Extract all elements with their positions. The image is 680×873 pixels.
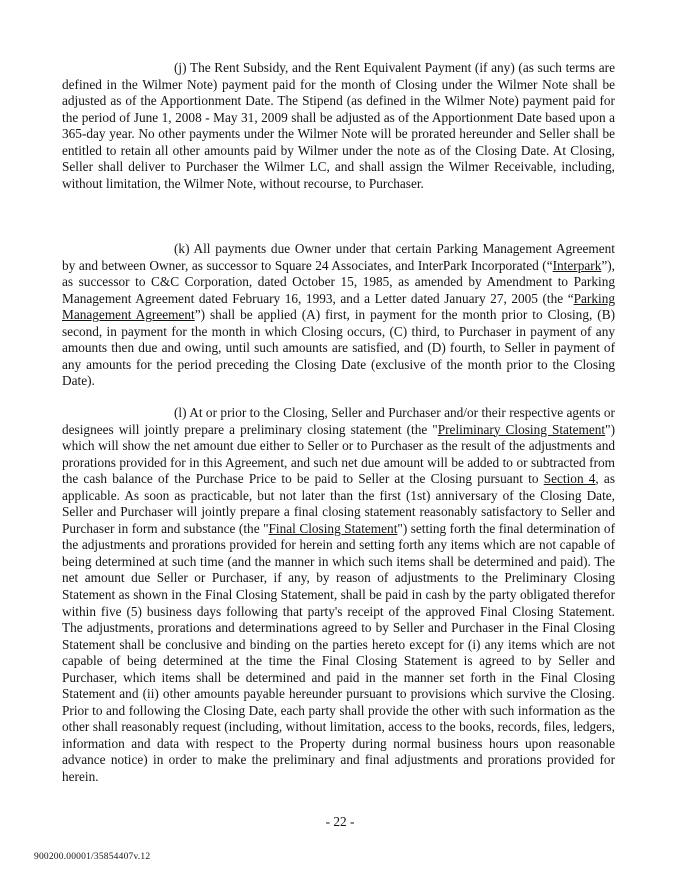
paragraph-text: (k) All payments due Owner under that certain Parking Management Agreement by and between Owner, as successor to Square 24 Associates, and InterPark Incorporated (“ — [62, 241, 615, 273]
paragraph-text: ”) shall be applied (A) first, in payment for the month prior to Closing, (B) second, in payment for the month in which Closing occurs, (C) third, to Purchaser in payment of any amounts then due and owing, until such amounts are satisfied, and (D) fourth, to Seller in payment of any amounts for the period preceding the Closing Date (exclusive of the month prior to the Closing Date). — [62, 307, 615, 389]
defined-term: Section 4 — [543, 471, 596, 487]
paragraph-text: (l) At or prior to the Closing, Seller and Purchaser and/or their respective agents or designees will jointly prepare a preliminary closing statement (the " — [62, 405, 615, 437]
paragraph-l — [62, 405, 615, 786]
paragraph-text: ") setting forth the final determination of the adjustments and prorations provided for herein and setting forth any items which are not capable of being determined at such time (and the manner in which such items shall be determined and paid). The net amount due Seller or Purchaser, if any, by reason of adjustments to the Preliminary Closing Statement as shown in the Final Closing Statement, shall be paid in cash by the party obligated therefor within five (5) business days following that party's receipt of the approved Final Closing Statement. The adjustments, prorations and determinations agreed to by Seller and Purchaser in the Final Closing Statement shall be conclusive and binding on the parties hereto except for (i) any items which are not capable of being determined at the time the Final Closing Statement is agreed to by Seller and Purchaser, which items shall be determined and paid in the manner set forth in the Final Closing Statement and (ii) other amounts payable hereunder pursuant to provisions which survive the Closing. Prior to and following the Closing Date, each party shall provide the other with such information as the other shall reasonably request (including, without limitation, access to the books, records, files, ledgers, information and data with respect to the Property during normal business hours upon reasonable advance notice) in order to make the preliminary and final adjustments and prorations provided for herein. — [62, 520, 615, 785]
paragraph-k — [62, 241, 615, 390]
paragraph-j — [62, 60, 615, 192]
defined-term: Final Closing Statement — [268, 520, 398, 536]
paragraph-text: , as applicable. As soon as practicable, but not later than the first (1st) anniversary of the Closing Date, Seller and Purchaser will jointly prepare a final closing statement reasonably satisfactory to Seller and Purchaser in form and substance (the " — [62, 471, 616, 536]
paragraph-text: ") which will show the net amount due either to Seller or to Purchaser as the result of the adjustments and prorations provided for in this Agreement, and such net due amount will be added to or subtracted from the cash balance of the Purchase Price to be paid to Seller at the Closing pursuant to — [62, 421, 615, 487]
paragraph-text: ”), as successor to C&C Corporation, dated October 15, 1985, as amended by Amendment to Parking Management Agreement dated February 16, 1993, and a Letter dated January 27, 2005 (the “ — [62, 257, 615, 306]
defined-term: Interpark — [552, 257, 602, 273]
paragraph-text: (j) The Rent Subsidy, and the Rent Equivalent Payment (if any) (as such terms are defined in the Wilmer Note) payment paid for the month of Closing under the Wilmer Note shall be adjusted as of the Apportionment Date. The Stipend (as defined in the Wilmer Note) payment paid for the period of June 1, 2008 - May 31, 2009 shall be adjusted as of the Apportionment Date based upon a 365-day year. No other payments under the Wilmer Note will be prorated hereunder and Seller shall be entitled to retain all other amounts paid by Wilmer under the note as of the Closing Date. At Closing, Seller shall deliver to Purchaser the Wilmer LC, and shall assign the Wilmer Receivable, including, without limitation, the Wilmer Note, without recourse, to Purchaser. — [62, 60, 615, 191]
defined-term: Parking Management Agreement — [62, 290, 615, 323]
document-id: 900200.00001/35854407v.12 — [34, 852, 151, 862]
defined-term: Preliminary Closing Statement — [437, 421, 606, 437]
page-number: - 22 - — [325, 814, 355, 829]
